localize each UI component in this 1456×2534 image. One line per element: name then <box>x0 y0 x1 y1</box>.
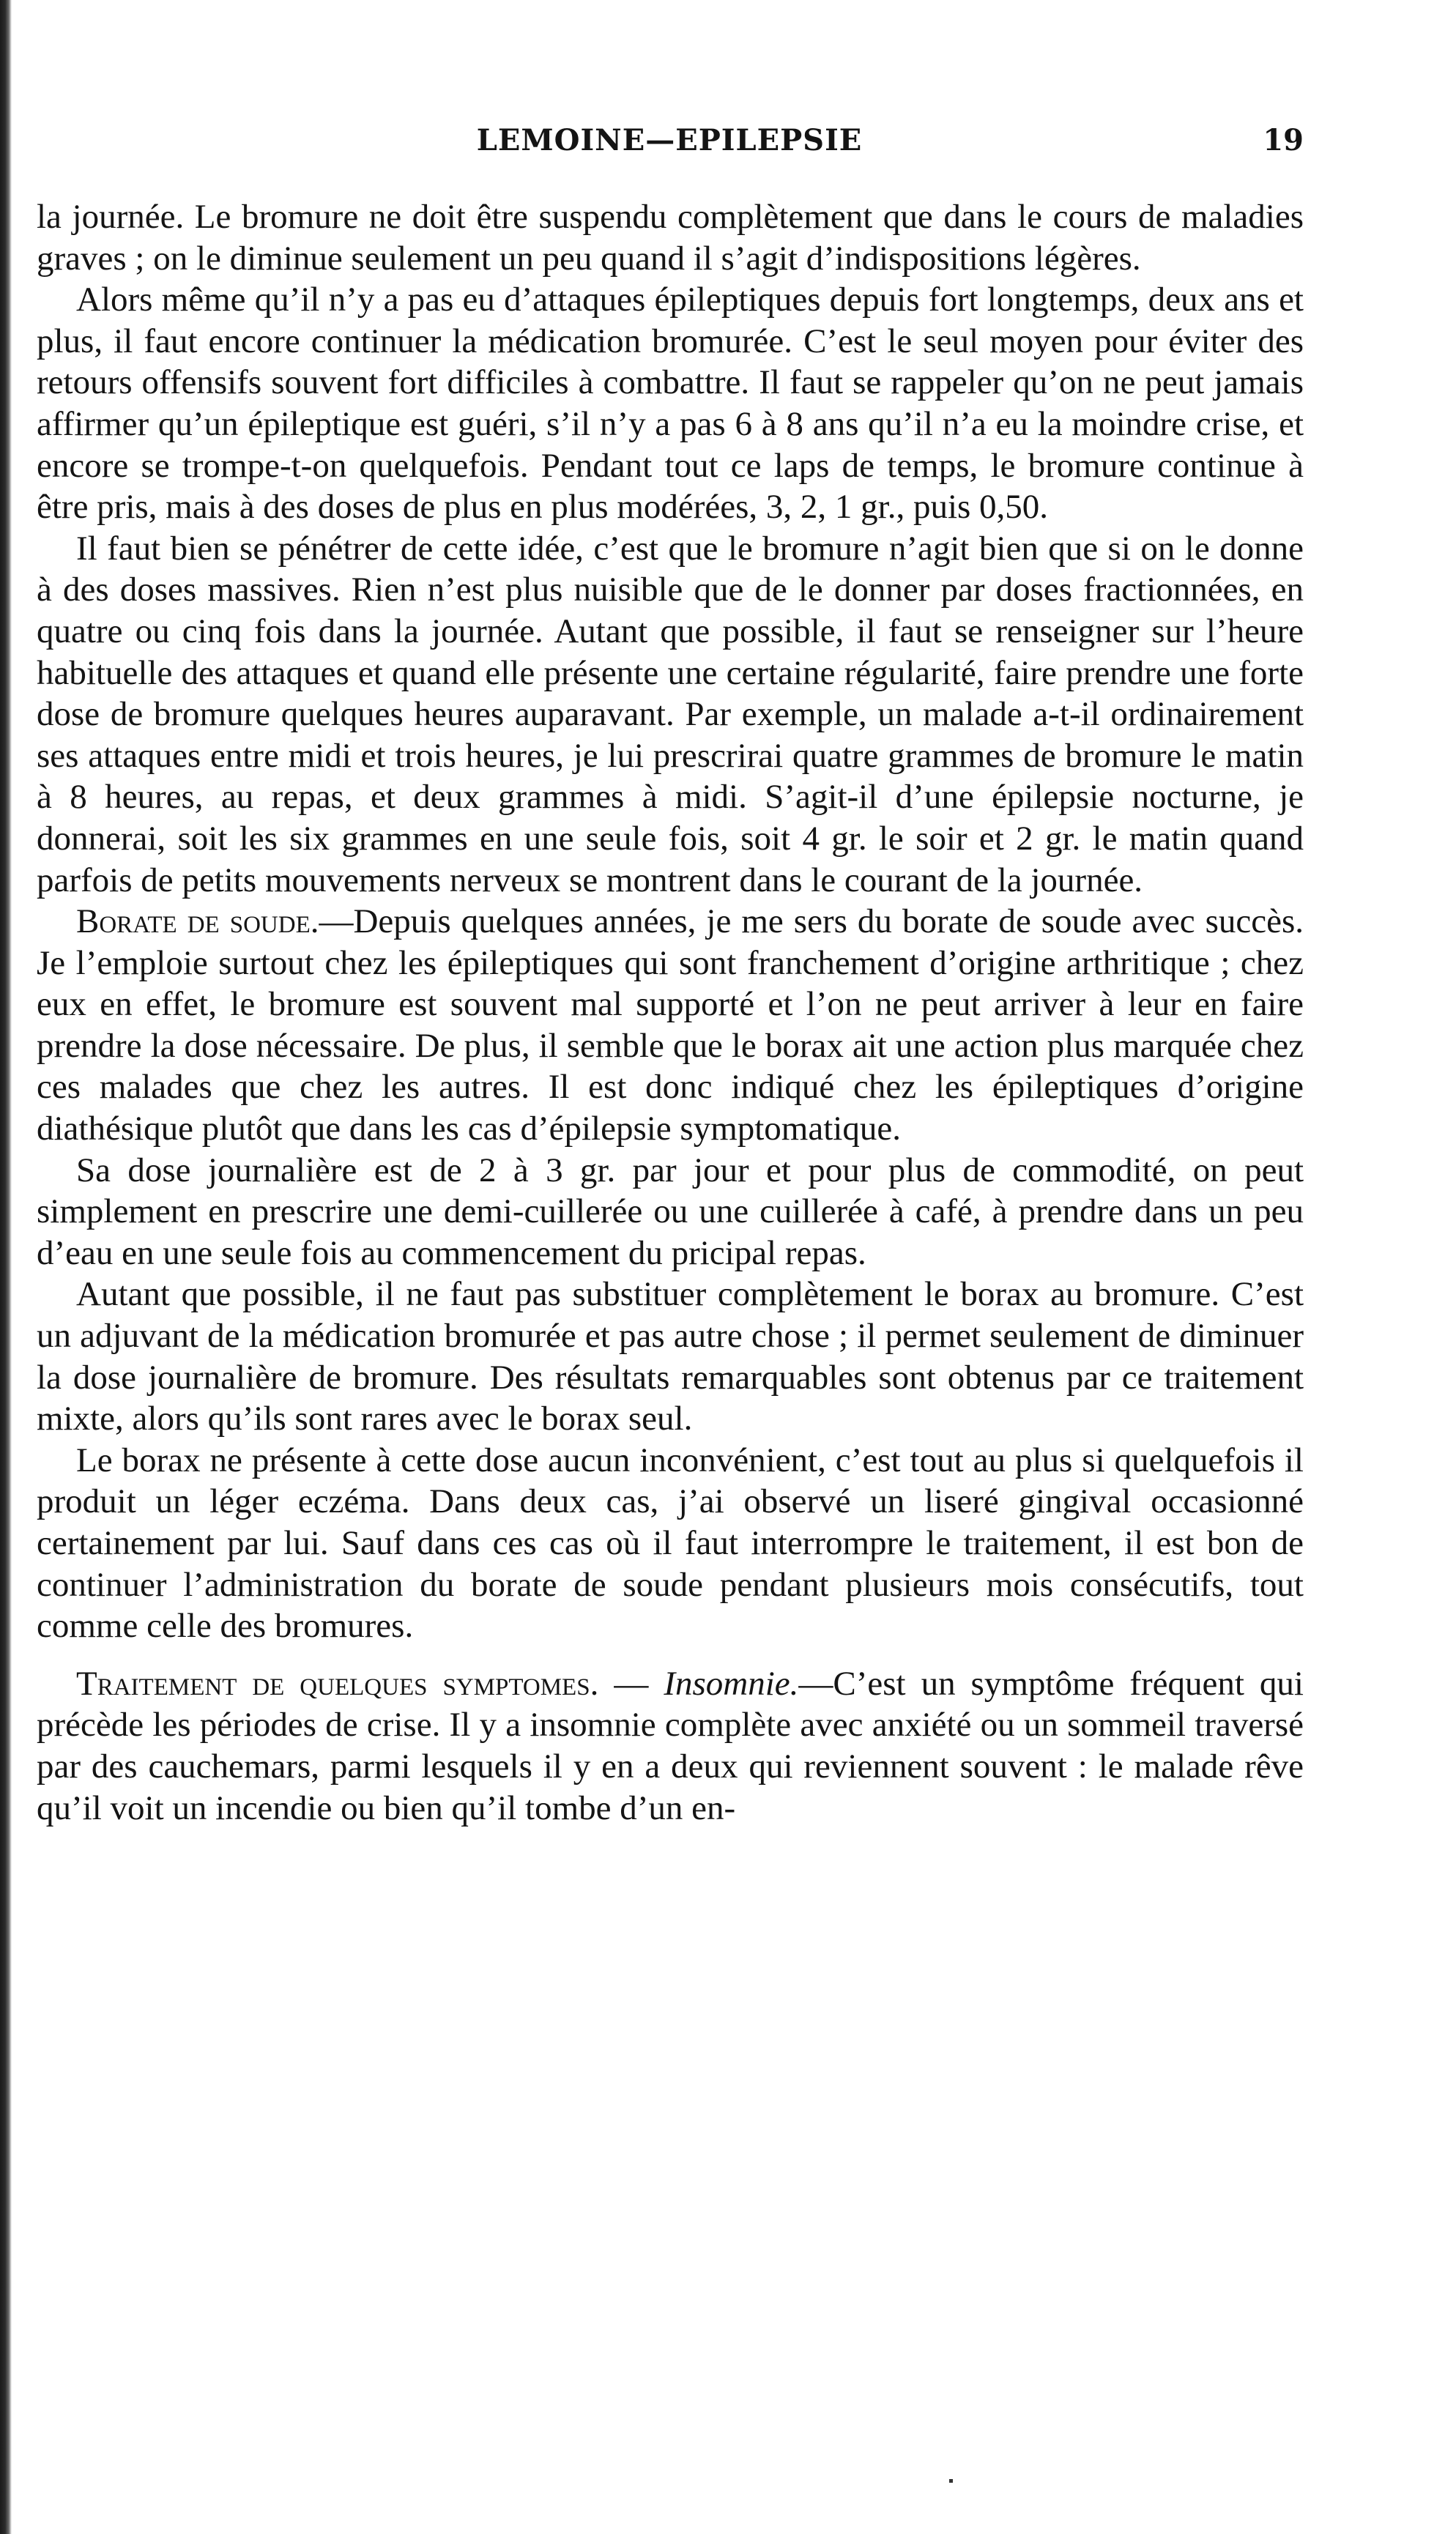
paragraph-text: Sa dose journalière est de 2 à 3 gr. par jour et pour plus de commodité, on peut simplement en prescrire une demi-cuillerée ou une cuillerée à café, à prendre dans un peu d’eau en une seule fois au commencement du pricipal repas. <box>37 1151 1304 1272</box>
paragraph-continuation <box>37 196 1304 279</box>
scan-binding-edge <box>0 0 12 2534</box>
paragraph-text: Il faut bien se pénétrer de cette idée, c’est que le bromure n’agit bien que si on le donne à des doses massives. Rien n’est plus nuisible que de le donner par doses fractionnées, en quatre ou cinq fois dans la journée. Autant que possible, il faut se renseigner sur l’heure habituelle des attaques et quand elle présente une certaine régularité, faire prendre une forte dose de bromure quelques heures auparavant. Par exemple, un malade a-t-il ordinairement ses attaques entre midi et trois heures, je lui prescrirai quatre grammes de bromure le matin à 8 heures, au repas, et deux grammes à midi. S’agit-il d’une épilepsie nocturne, je donnerai, soit les six grammes en une seule fois, soit 4 gr. le soir et 2 gr. le matin quand parfois de petits mouvements nerveux se montrent dans le courant de la journée. <box>37 529 1304 899</box>
paragraph-traitement-symptomes <box>37 1663 1304 1829</box>
section-heading: Borate de soude. <box>76 902 319 941</box>
heading-separator: — <box>598 1664 664 1703</box>
paragraph-text: Le borax ne présente à cette dose aucun inconvénient, c’est tout au plus si quelquefois il produit un léger eczéma. Dans deux cas, j’ai observé un liseré gingival occasionné certainement par lui. Sauf dans ces cas où il faut interrompre le traitement, il est bon de continuer l’administration du borate de soude pendant plusieurs mois consécutifs, tout comme celle des bromures. <box>37 1441 1304 1646</box>
paragraph <box>37 1274 1304 1439</box>
section-heading: Traitement de quelques symptomes. <box>76 1664 599 1703</box>
running-title: LEMOINE—EPILEPSIE <box>476 123 863 157</box>
page-number: 19 <box>1263 123 1304 157</box>
paragraph-text: —Depuis quelques années, je me sers du borate de soude avec succès. Je l’emploie surtout chez les épileptiques qui sont franchement d’origine arthritique ; chez eux en effet, le bromure est souvent mal supporté et l’on ne peut arriver à leur en faire prendre la dose nécessaire. De plus, il semble que le borax ait une action plus marquée chez ces malades que chez les autres. Il est donc indiqué chez les épileptiques d’origine diathésique plutôt que dans les cas d’épilepsie symptomatique. <box>37 902 1304 1148</box>
subsection-heading: Insomnie. <box>664 1664 799 1703</box>
paragraph <box>37 528 1304 901</box>
paragraph-text: Autant que possible, il ne faut pas substituer complètement le borax au bromure. C’est un adjuvant de la médication bromurée et pas autre chose ; il permet seulement de diminuer la dose journalière de bromure. Des résultats remarquables sont obtenus par ce traitement mixte, alors qu’ils sont rares avec le borax seul. <box>37 1275 1304 1438</box>
paragraph-text: Alors même qu’il n’y a pas eu d’attaques épileptiques depuis fort longtemps, deux ans et plus, il faut encore continuer la médication bromurée. C’est le seul moyen pour éviter des retours offensifs souvent fort difficiles à combattre. Il faut se rappeler qu’on ne peut jamais affirmer qu’un épileptique est guéri, s’il n’y a pas 6 à 8 ans qu’il n’a eu la moindre crise, et encore se trompe-t-on quelquefois. Pendant tout ce laps de temps, le bromure continue à être pris, mais à des doses de plus en plus modérées, 3, 2, 1 gr., puis 0,50. <box>37 280 1304 527</box>
paragraph <box>37 1440 1304 1647</box>
body-text <box>37 196 1304 1829</box>
page-header <box>35 123 1304 167</box>
paragraph <box>37 279 1304 528</box>
paragraph <box>37 1150 1304 1274</box>
paragraph-text: la journée. Le bromure ne doit être suspendu complètement que dans le cours de maladies graves ; on le diminue seulement un peu quand il s’agit d’indispositions légères. <box>37 198 1304 278</box>
paragraph-text: —C’est un symptôme fréquent qui précède les périodes de crise. Il y a insomnie complète avec anxiété ou un sommeil traversé par des cauchemars, parmi lesquels il y en a deux qui reviennent souvent : le malade rêve qu’il voit un incendie ou bien qu’il tombe d’un en- <box>37 1664 1304 1827</box>
paragraph-borate-de-soude <box>37 901 1304 1150</box>
print-speck <box>949 2479 953 2483</box>
